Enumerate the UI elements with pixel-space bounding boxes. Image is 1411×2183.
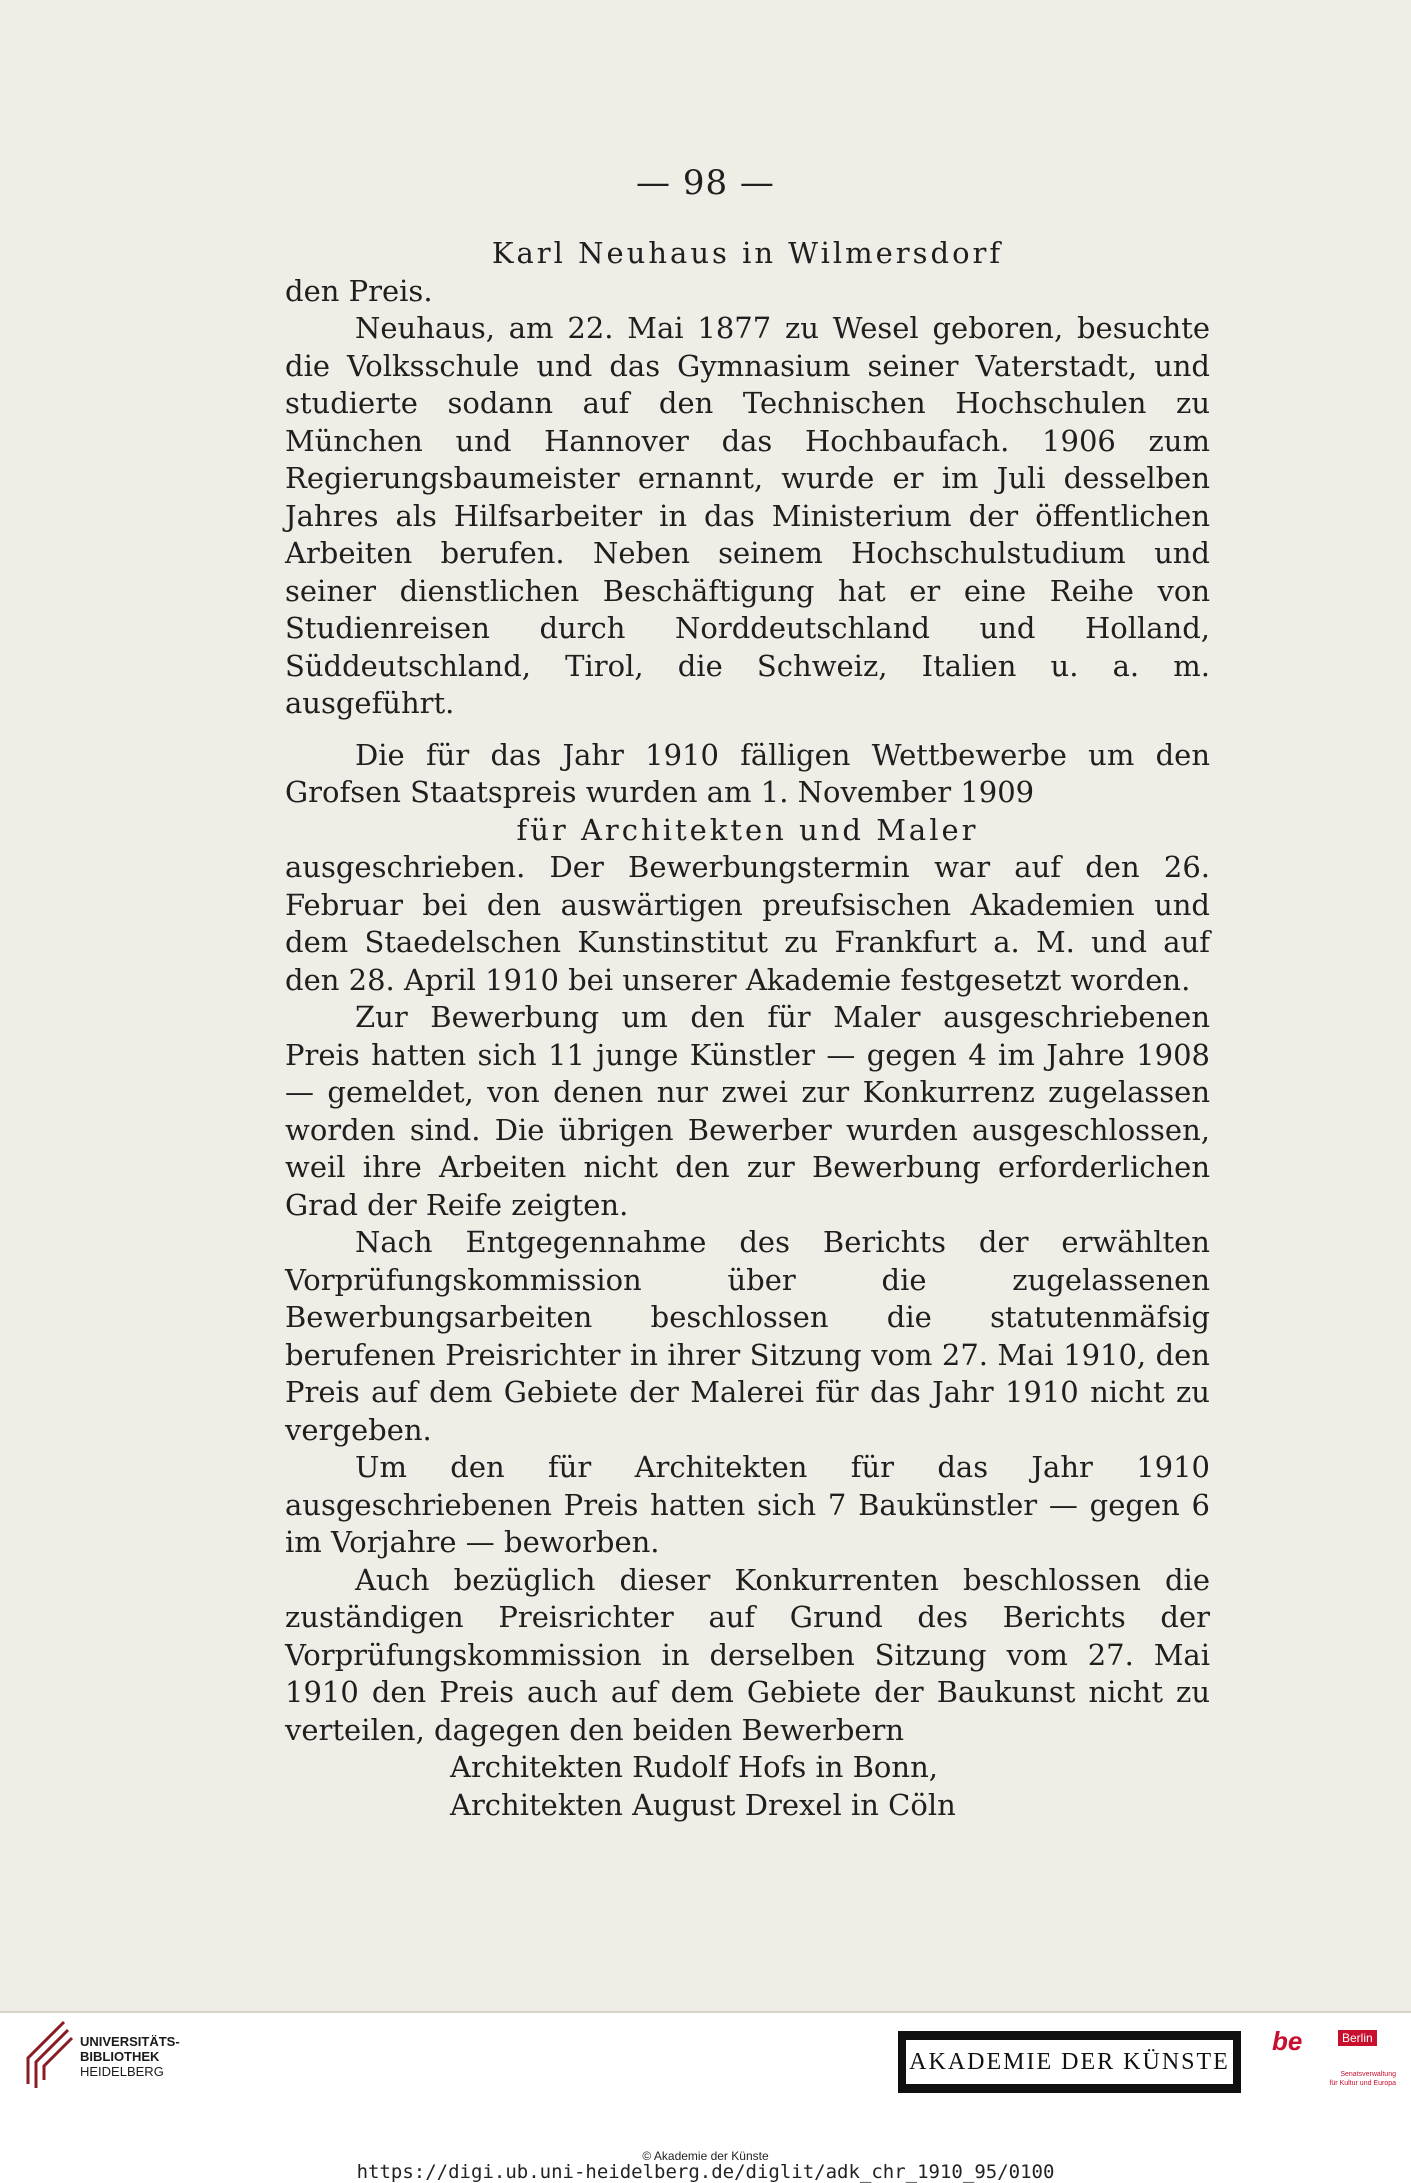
be-berlin-logo-icon: be <box>1272 2026 1303 2056</box>
paragraph: Zur Bewerbung um den für Maler ausgeschriebenen Preis hatten sich 11 junge Künstler — gegen 4 im Jahre 1908 — gemeldet, von denen nur zwei zur Konkurrenz zugelassen worden sind. Die übrigen Bewerber wurden ausgeschlossen, weil ihre Arbeiten nicht den zur Bewerbung erforderlichen Grad der Reife zeigten. <box>285 1000 1210 1222</box>
paragraph: Karl Neuhaus in Wilmersdorf <box>491 236 1004 270</box>
paragraph: den Preis. <box>285 273 433 308</box>
paragraph: Neuhaus, am 22. Mai 1877 zu Wesel geboren, besuchte die Volksschule und das Gymnasium seiner Vaterstadt, und studierte sodann auf den Technischen Hochschulen zu München und Hannover das Hochbaufach. 1906 zum Regierungsbaumeister ernannt, wurde er im Juli desselben Jahres als Hilfsarbeiter in das Ministerium der öffentlichen Arbeiten berufen. Neben seinem Hochschulstudium und seiner dienstlichen Beschäftigung hat er eine Reihe von Studienreisen durch Norddeutschland und Holland, Süddeutschland, Tirol, die Schweiz, Italien u. a. m. ausgeführt. <box>285 311 1210 720</box>
permalink-url[interactable]: https://digi.ub.uni-heidelberg.de/diglit/adk_chr_1910_95/0100 <box>356 2161 1055 2183</box>
paragraph: für Architekten und Maler <box>516 812 979 847</box>
paragraph-gap <box>285 723 1210 737</box>
library-line: BIBLIOTHEK <box>80 2049 160 2064</box>
senate-text <box>1300 2070 1396 2088</box>
paragraph: Architekten August Drexel in Cöln <box>450 1787 956 1822</box>
paragraph: Auch bezüglich dieser Konkurrenten beschlossen die zuständigen Preisrichter auf Grund des Berichts der Vorprüfungskommission in derselben Sitzung vom 27. Mai 1910 den Preis auch auf dem Gebiete der Baukunst nicht zu verteilen, dagegen den beiden Bewerbern <box>285 1562 1210 1747</box>
copyright-notice: © Akademie der Künste <box>642 2149 769 2163</box>
university-library-logo-icon <box>14 2018 74 2090</box>
paragraph: ausgeschrieben. Der Bewerbungstermin war auf den 26. Februar bei den auswärtigen preufsischen Akademien und dem Staedelschen Kunstinstitut zu Frankfurt a. M. und auf den 28. April 1910 bei unserer Akademie festgesetzt worden. <box>285 850 1210 997</box>
senate-line: für Kultur und Europa <box>1329 2080 1396 2087</box>
senate-line: Senatsverwaltung <box>1340 2071 1396 2078</box>
paragraph: Die für das Jahr 1910 fälligen Wettbewerbe um den Grofsen Staatspreis wurden am 1. November 1909 <box>285 737 1210 809</box>
page-number: — 98 — <box>636 163 775 203</box>
paragraph: Nach Entgegennahme des Berichts der erwählten Vorprüfungskommission über die zugelassenen Bewerbungsarbeiten beschlossen die statutenmäfsig berufenen Preisrichter in ihrer Sitzung vom 27. Mai 1910, den Preis auf dem Gebiete der Malerei für das Jahr 1910 nicht zu vergeben. <box>285 1225 1210 1447</box>
berlin-badge: Berlin <box>1338 2030 1377 2046</box>
paragraph: Um den für Architekten für das Jahr 1910 ausgeschriebenen Preis hatten sich 7 Baukünstler — gegen 6 im Vorjahre — beworben. <box>285 1450 1210 1559</box>
library-line: UNIVERSITÄTS- <box>80 2034 180 2049</box>
library-name <box>80 2034 180 2079</box>
academy-label: AKADEMIE DER KÜNSTE <box>906 2040 1233 2084</box>
paragraph: Architekten Rudolf Hofs in Bonn, <box>450 1750 938 1784</box>
library-line: HEIDELBERG <box>80 2064 164 2079</box>
body-text <box>285 235 1210 1824</box>
academy-logo[interactable] <box>898 2031 1241 2093</box>
